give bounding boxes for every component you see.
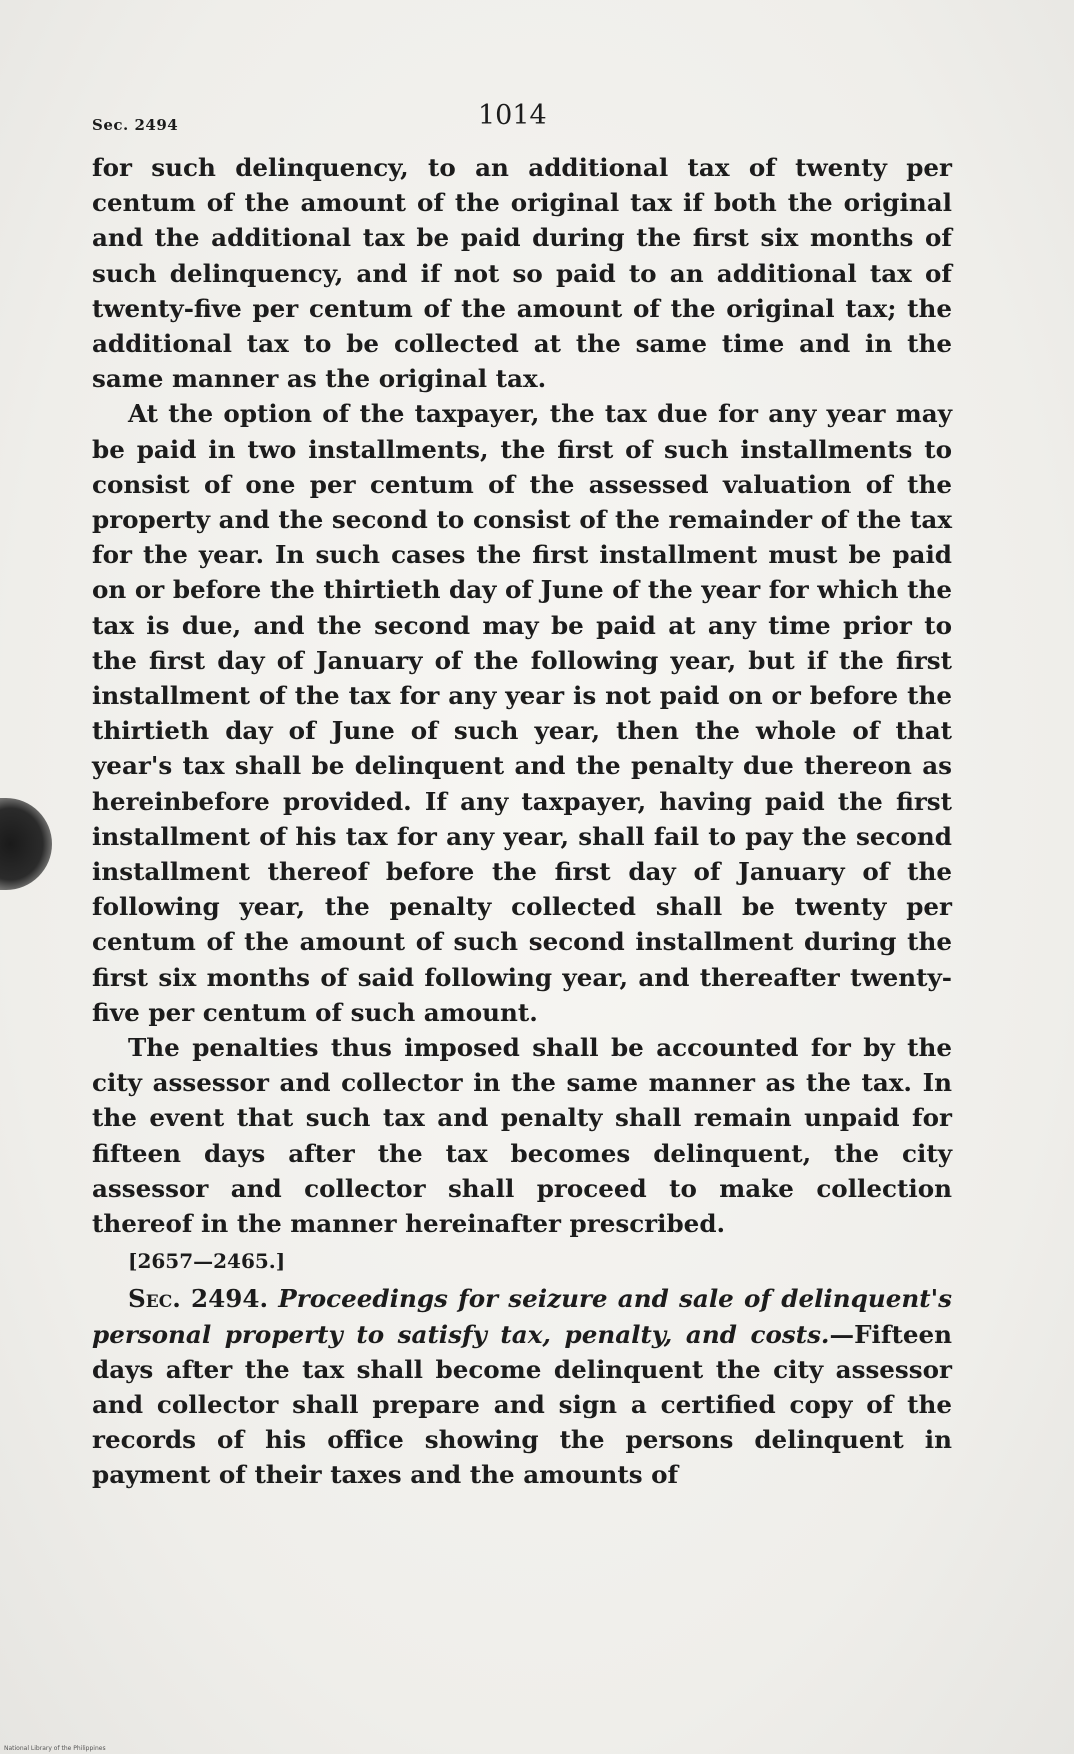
page-body xyxy=(92,150,952,1493)
section-title: Proceedings for seizure and sale of delinquent's personal property to satisfy tax, penalty, and costs. xyxy=(92,1284,952,1349)
binding-shadow xyxy=(0,798,52,890)
paragraph-section-2494 xyxy=(92,1281,952,1492)
paragraph-installments: At the option of the taxpayer, the tax due for any year may be paid in two installments, the first of such installments to consist of one per centum of the assessed valuation of the property and the second to consist of the remainder of the tax for the year. In such cases the first installment must be paid on or before the thirtieth day of June of the year for which the tax is due, and the second may be paid at any time prior to the first day of January of the following year, but if the first installment of the tax for any year is not paid on or before the thirtieth day of June of such year, then the whole of that year's tax shall be delinquent and the penalty due thereon as hereinbefore provided. If any taxpayer, having paid the first installment of his tax for any year, shall fail to pay the second installment thereof before the first day of January of the following year, the penalty collected shall be twenty per centum of the amount of such second installment during the first six months of said following year, and thereafter twenty-five per centum of such amount. xyxy=(92,399,952,1027)
section-label: Sec. 2494. xyxy=(128,1284,269,1314)
section-reference: Sec. 2494 xyxy=(92,116,179,134)
source-citation: [2657—2465.] xyxy=(128,1249,286,1274)
scan-credit: National Library of the Philippines xyxy=(4,1745,106,1752)
paragraph-continuation: for such delinquency, to an additional tax of twenty per centum of the amount of the original tax if both the original and the additional tax be paid during the first six months of such delinquency, and if not so paid to an additional tax of twenty-five per centum of the amount of the original tax; the additional tax to be collected at the same time and in the same manner as the original tax. xyxy=(92,153,952,394)
page-header xyxy=(92,100,952,140)
page-number: 1014 xyxy=(478,100,547,131)
section-body: —Fifteen days after the tax shall become delinquent the city assessor and collector shall prepare and sign a certified copy of the records of his office showing the persons delinquent in payment of their taxes and the amounts of xyxy=(92,1319,952,1490)
paragraph-penalties: The penalties thus imposed shall be accounted for by the city assessor and collector in the same manner as the tax. In the event that such tax and penalty shall remain unpaid for fifteen days after the tax becomes delinquent, the city assessor and collector shall proceed to make collection thereof in the manner hereinafter prescribed. xyxy=(92,1033,952,1239)
